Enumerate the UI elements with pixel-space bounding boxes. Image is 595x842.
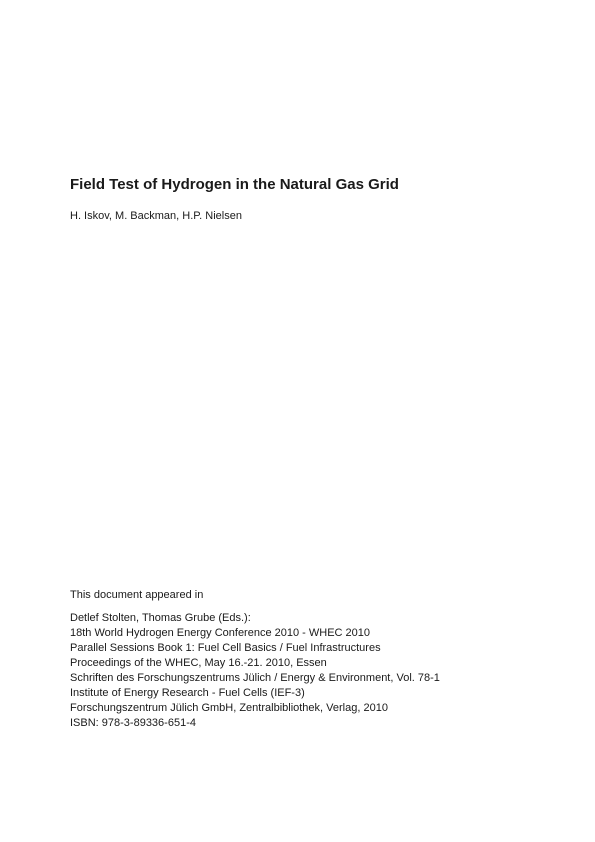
conference-line: 18th World Hydrogen Energy Conference 2010 - WHEC 2010 [70,627,371,639]
proceedings-line: Proceedings of the WHEC, May 16.-21. 2010, Essen [70,657,327,669]
editors-line: Detlef Stolten, Thomas Grube (Eds.): [70,612,251,624]
series-line: Schriften des Forschungszentrums Jülich / Energy & Environment, Vol. 78-1 [70,672,440,684]
document-authors: H. Iskov, M. Backman, H.P. Nielsen [70,210,242,222]
publisher-line: Forschungszentrum Jülich GmbH, Zentralbibliothek, Verlag, 2010 [70,702,388,714]
publication-intro: This document appeared in [70,589,204,601]
publication-details [70,611,440,731]
isbn-line: ISBN: 978-3-89336-651-4 [70,717,196,729]
document-title: Field Test of Hydrogen in the Natural Gas Grid [70,176,399,193]
sessions-book-line: Parallel Sessions Book 1: Fuel Cell Basics / Fuel Infrastructures [70,642,381,654]
institute-line: Institute of Energy Research - Fuel Cells (IEF-3) [70,687,305,699]
